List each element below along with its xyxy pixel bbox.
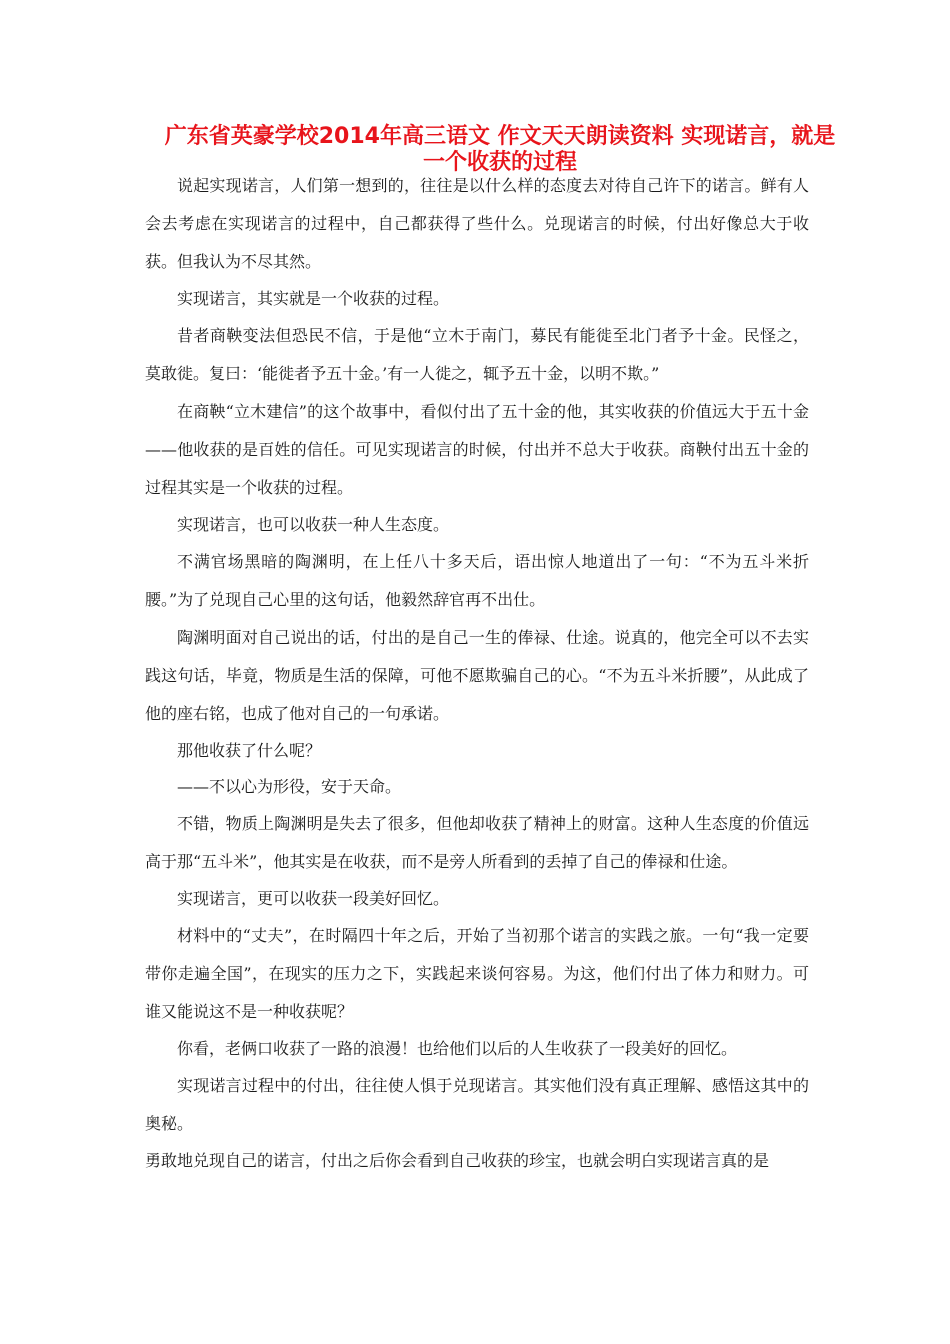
document-title: 广东省英豪学校2014年高三语文 作文天天朗读资料 实现诺言，就是一个收获的过程	[164, 124, 836, 175]
paragraph-10: 不错，物质上陶渊明是失去了很多，但他却收获了精神上的财富。这种人生态度的价值远高于那“五斗米”，他其实是在收获，而不是旁人所看到的丢掉了自己的俸禄和仕途。	[145, 814, 809, 871]
paragraph-8: 那他收获了什么呢？	[177, 741, 322, 760]
paragraph-13: 你看，老俩口收获了一路的浪漫！也给他们以后的人生收获了一段美好的回忆。	[177, 1039, 738, 1058]
paragraph-6: 不满官场黑暗的陶渊明，在上任八十多天后，语出惊人地道出了一句：“不为五斗米折腰。”为了兑现自己心里的这句话，他毅然辞官再不出仕。	[145, 552, 809, 609]
paragraph-7: 陶渊明面对自己说出的话，付出的是自己一生的俸禄、仕途。说真的，他完全可以不去实践这句话，毕竟，物质是生活的保障，可他不愿欺骗自己的心。“不为五斗米折腰”，从此成了他的座右铭，也成了他对自己的一句承诺。	[145, 628, 809, 723]
paragraph-2: 实现诺言，其实就是一个收获的过程。	[177, 289, 450, 308]
paragraph-14: 实现诺言过程中的付出，往往使人惧于兑现诺言。其实他们没有真正理解、感悟这其中的奥秘。	[145, 1076, 809, 1133]
document-body	[145, 167, 809, 1179]
paragraph-1: 说起实现诺言，人们第一想到的，往往是以什么样的态度去对待自己许下的诺言。鲜有人会去考虑在实现诺言的过程中，自己都获得了些什么。兑现诺言的时候，付出好像总大于收获。但我认为不尽其然。	[145, 176, 809, 271]
paragraph-4: 在商鞅“立木建信”的这个故事中，看似付出了五十金的他，其实收获的价值远大于五十金——他收获的是百姓的信任。可见实现诺言的时候，付出并不总大于收获。商鞅付出五十金的过程其实是一个收获的过程。	[145, 402, 809, 497]
paragraph-5: 实现诺言，也可以收获一种人生态度。	[177, 515, 450, 534]
paragraph-15: 勇敢地兑现自己的诺言，付出之后你会看到自己收获的珍宝，也就会明白实现诺言真的是	[145, 1151, 770, 1170]
paragraph-3: 昔者商鞅变法但恐民不信，于是他“立木于南门，募民有能徙至北门者予十金。民怪之，莫敢徙。复曰：‘能徙者予五十金。’有一人徙之，辄予五十金，以明不欺。”	[145, 326, 809, 383]
paragraph-9: ——不以心为形役，安于天命。	[177, 777, 402, 796]
paragraph-12: 材料中的“丈夫”，在时隔四十年之后，开始了当初那个诺言的实践之旅。一句“我一定要带你走遍全国”，在现实的压力之下，实践起来谈何容易。为这，他们付出了体力和财力。可谁又能说这不是一种收获呢？	[145, 926, 809, 1021]
paragraph-11: 实现诺言，更可以收获一段美好回忆。	[177, 889, 450, 908]
